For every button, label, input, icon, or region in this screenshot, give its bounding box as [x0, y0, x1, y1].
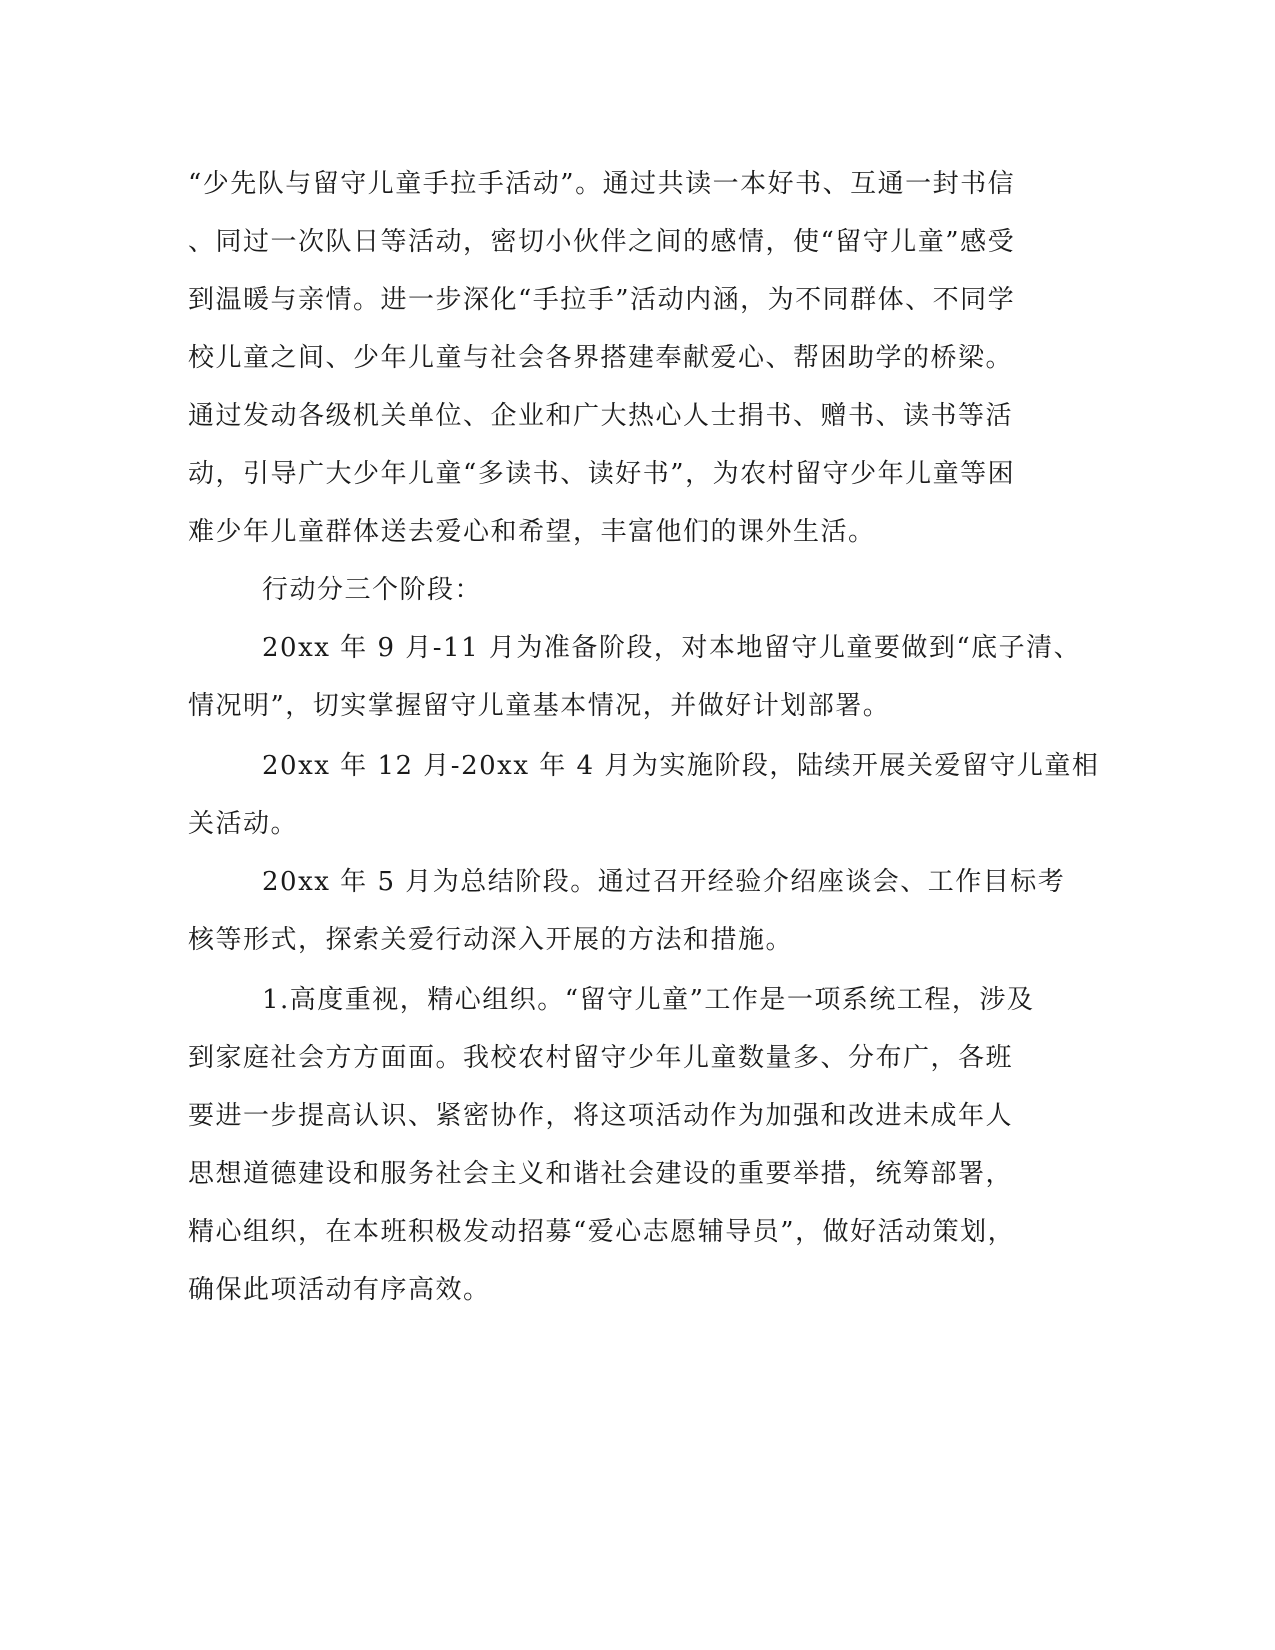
text-line: 20xx 年 12 月-20xx 年 4 月为实施阶段，陆续开展关爱留守儿童相 [262, 751, 1100, 781]
text-line: 1.高度重视，精心组织。“留守儿童”工作是一项系统工程，涉及 [262, 985, 1035, 1015]
text-line: 、同过一次队日等活动，密切小伙伴之间的感情，使“留守儿童”感受 [188, 227, 1016, 257]
text-line: 20xx 年 5 月为总结阶段。通过召开经验介绍座谈会、工作目标考 [262, 867, 1066, 897]
text-line: 行动分三个阶段： [262, 575, 483, 605]
text-line: 思想道德建设和服务社会主义和谐社会建设的重要举措，统筹部署， [188, 1159, 1014, 1189]
text-line: 动，引导广大少年儿童“多读书、读好书”，为农村留守少年儿童等困 [188, 459, 1016, 489]
text-line: 到温暖与亲情。进一步深化“手拉手”活动内涵，为不同群体、不同学 [188, 285, 1016, 315]
text-line: 关活动。 [188, 809, 299, 839]
text-line: 难少年儿童群体送去爱心和希望，丰富他们的课外生活。 [188, 517, 876, 547]
text-line: 核等形式，探索关爱行动深入开展的方法和措施。 [188, 925, 794, 955]
text-line: 通过发动各级机关单位、企业和广大热心人士捐书、赠书、读书等活 [188, 401, 1014, 431]
text-line: 到家庭社会方方面面。我校农村留守少年儿童数量多、分布广，各班 [188, 1043, 1014, 1073]
text-line: 校儿童之间、少年儿童与社会各界搭建奉献爱心、帮困助学的桥梁。 [188, 343, 1014, 373]
text-line: “少先队与留守儿童手拉手活动”。通过共读一本好书、互通一封书信 [188, 169, 1016, 199]
text-line: 精心组织，在本班积极发动招募“爱心志愿辅导员”，做好活动策划， [188, 1217, 1016, 1247]
text-line: 确保此项活动有序高效。 [188, 1275, 491, 1305]
text-line: 要进一步提高认识、紧密协作，将这项活动作为加强和改进未成年人 [188, 1101, 1014, 1131]
text-line: 20xx 年 9 月-11 月为准备阶段，对本地留守儿童要做到“底子清、 [262, 633, 1082, 663]
text-line: 情况明”，切实掌握留守儿童基本情况，并做好计划部署。 [188, 691, 891, 721]
